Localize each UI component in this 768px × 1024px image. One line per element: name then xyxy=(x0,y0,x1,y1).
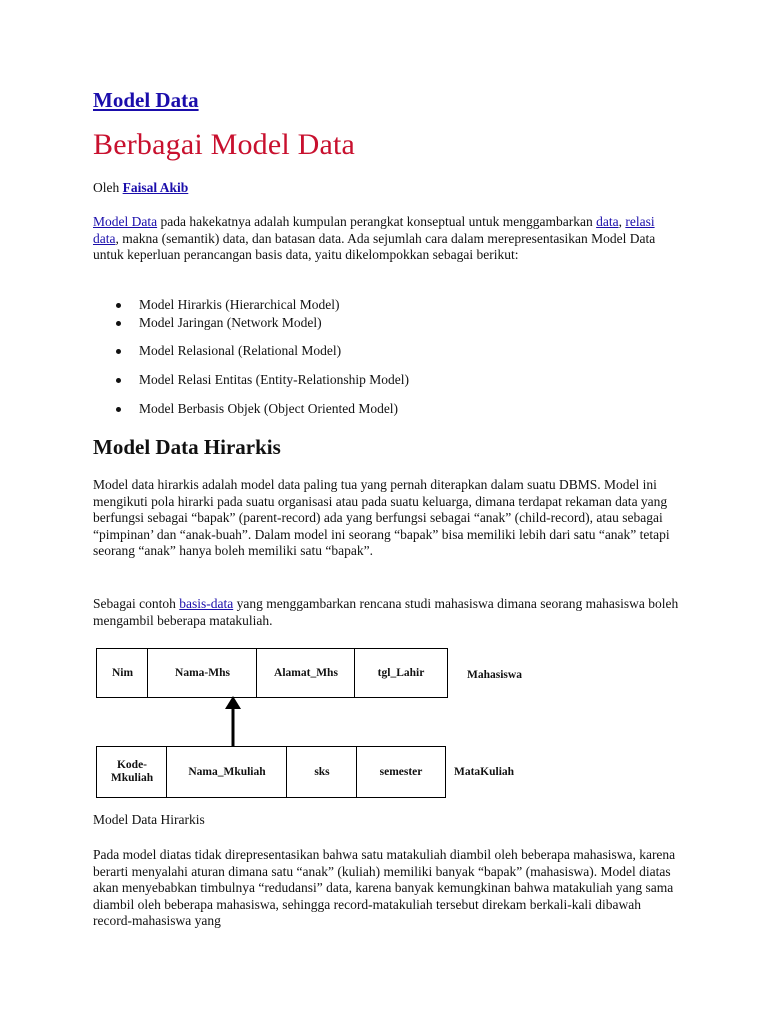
parent-field-alamat-mhs: Alamat_Mhs xyxy=(256,648,356,698)
example-text-before: Sebagai contoh xyxy=(93,596,180,611)
explanation-paragraph: Pada model diatas tidak direpresentasikan bahwa satu matakuliah diambil oleh beberapa mahasiswa, karena berarti menyalahi aturan dimana satu “anak” (kuliah) memiliki banyak “bapak” (mahasiswa). Model diatas akan menyebabkan timbulnya “redudansi” data, karena banyak kemungkinan bahwa matakuliah yang sama diambil oleh beberapa mahasiswa, sehingga record-matakuliah tersebut direkam berkali-kali dibawah record-mahasiswa yang xyxy=(93,847,676,929)
example-paragraph xyxy=(93,596,683,629)
parent-table-label: Mahasiswa xyxy=(467,669,522,681)
hierarchy-diagram xyxy=(93,640,563,800)
example-text-after: yang menggambarkan rencana studi mahasiswa dimana seorang mahasiswa boleh mengambil beberapa matakuliah. xyxy=(93,596,679,628)
link-basis-data[interactable]: basis-data xyxy=(179,596,234,611)
section-heading: Model Data Hirarkis xyxy=(93,435,281,459)
intro-paragraph xyxy=(93,214,683,264)
list-item: Model Relasional (Relational Model) xyxy=(93,343,341,359)
arrow-up-icon xyxy=(223,696,243,748)
child-field-nama-mkuliah: Nama_Mkuliah xyxy=(166,746,288,798)
link-model-data[interactable]: Model Data xyxy=(93,214,158,229)
parent-field-nim: Nim xyxy=(96,648,149,698)
intro-separator: , xyxy=(618,214,626,229)
child-field-sks: sks xyxy=(286,746,358,798)
list-item: Model Jaringan (Network Model) xyxy=(93,315,322,331)
hirarkis-paragraph: Model data hirarkis adalah model data paling tua yang pernah diterapkan dalam suatu DBMS. Model ini mengikuti pola hirarki pada suatu organisasi atau pada suatu keluarga, dimana terdapat rekaman data yang berfungsi sebagai “bapak” (parent-record) ada yang berfungsi sebagai “anak” (child-record), atau sebagai “pimpinan’ dan “anak-buah”. Dalam model ini seorang “bapak” bisa memiliki lebih dari satu “anak” tetapi seorang “anak” hanya boleh memiliki satu “bapak”. xyxy=(93,477,670,559)
child-field-semester: semester xyxy=(356,746,446,798)
list-item: Model Relasi Entitas (Entity-Relationship Model) xyxy=(93,372,409,388)
category-link-model-data[interactable]: Model Data xyxy=(93,88,199,112)
page-title: Berbagai Model Data xyxy=(93,128,356,161)
link-data[interactable]: data xyxy=(596,214,619,229)
child-table-label: MataKuliah xyxy=(454,766,515,778)
intro-text-2: , makna (semantik) data, dan batasan data. Ada sejumlah cara dalam merepresentasikan Model Data untuk keperluan perancangan basis data, yaitu dikelompokkan sebagai berikut: xyxy=(93,230,656,263)
author-link[interactable]: Faisal Akib xyxy=(122,180,189,195)
author-prefix: Oleh xyxy=(93,180,120,195)
child-field-kode-mkuliah: Kode-Mkuliah xyxy=(96,746,168,798)
intro-text-1: pada hakekatnya adalah kumpulan perangkat konseptual untuk menggambarkan xyxy=(157,214,597,229)
list-item: Model Hirarkis (Hierarchical Model) xyxy=(93,297,340,313)
list-item: Model Berbasis Objek (Object Oriented Model) xyxy=(93,401,398,417)
link-relasi-data[interactable]: relasi data xyxy=(93,214,655,246)
figure-caption: Model Data Hirarkis xyxy=(93,812,205,827)
parent-field-nama-mhs: Nama-Mhs xyxy=(147,648,258,698)
author-line xyxy=(93,180,188,196)
parent-field-tgl-lahir: tgl_Lahir xyxy=(354,648,448,698)
